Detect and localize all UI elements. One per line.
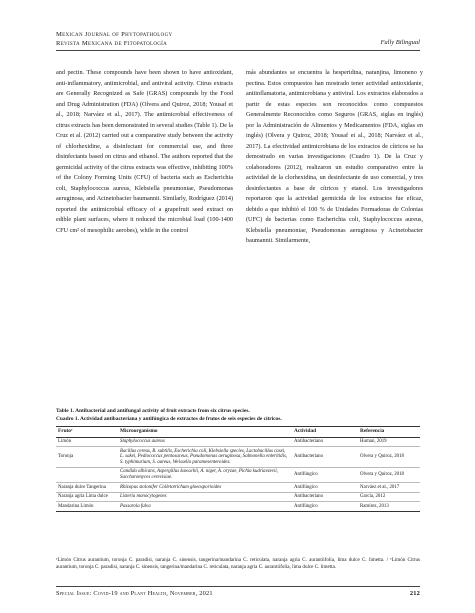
body-paragraph-english: and pectin. These compounds have been shown to have antioxidant, anti-inflammatory, antimicrobial, and antiviral activity. Citrus extracts are Generally Recognized as Safe (GRAS) compounds by the Food and Drug Administration (FDA) (Olvera and Quiroz, 2018; Yousaf et al., 2018; Narváez et al., 2017). The antimicrobial effectiveness of citrus extracts has been demonstrated in several studies (Table 1). De la Cruz et al. (2012) carried out a comparative study between the activity of chlorhexidine, a disinfectant for commercial use, and three disinfectants based on citrus and ethanol. The authors reported that the germicidal activity of the citrus extracts was effective, inhibiting 100% of the Colony Forming Units (CFU) of bacteria such as Escherichia coli, Staphylococcus aureus, Klebsiella pneumoniae, Pseudomonas aeruginosa, and Acinetobacter baumannii. Similarly, Rodríguez (2014) reported the antimicrobial efficacy of a grapefruit seed extract on edible plant surfaces, where it reduced the microbial load (100-1400 CFU cm² of mesophilic aerobes), while in the control — [56, 69, 233, 234]
body-column-spanish — [246, 68, 423, 247]
journal-name-en: Mexican Journal of Phytopathology — [56, 31, 173, 38]
body-column-english — [56, 68, 233, 236]
cell-microorganism: Staphylococcus aureus — [118, 437, 292, 447]
issue-label: Special Issue: Covid-19 and Plant Health, November, 2021 — [56, 590, 213, 597]
header-microorganism: Microorganismo — [118, 427, 292, 438]
table-caption — [56, 408, 420, 423]
cell-reference: Ramírez, 2013 — [358, 502, 420, 512]
table-row — [56, 483, 420, 493]
table-caption-english: Table 1. Antibacterial and antifungal activity of fruit extracts from six citrus species. — [56, 408, 250, 414]
cell-activity: Antifúngico — [292, 483, 358, 493]
footer-divider — [56, 586, 420, 587]
cell-fruit: Toronja — [56, 447, 118, 468]
table-header-row — [56, 427, 420, 438]
journal-name-es: Revista Mexicana de Fitopatología — [56, 40, 168, 47]
cell-fruit: Naranja agria Lima dulce — [56, 492, 118, 502]
cell-fruit: Mandarina Limón — [56, 502, 118, 512]
page-number: 212 — [409, 590, 420, 597]
cell-fruit: Naranja dulce Tangerina — [56, 483, 118, 493]
cell-microorganism: Bacillus cereus, B. subtilis, Escherichia coli, Klebsiella species, Lactobacillus casei, L. sakei, Pediococcus pentosaceus, Pseudomonas aeruginosa, Salmonella enteritidis, S. typhimurium, S. aureus, Weissella paramesenteroides. — [118, 447, 292, 468]
table-row — [56, 492, 420, 502]
header-authors: Fully Bilingual — [380, 39, 420, 46]
header-reference: Referencia — [358, 427, 420, 438]
cell-reference: Human, 2019 — [358, 437, 420, 447]
cell-reference: Olvera y Quiroz, 2018 — [358, 447, 420, 468]
table-footnote: ʸLimón Citrus aurantium, toronja C. paradisi, naranja C. sinensis, tangerina/mandarina C. reticulata, naranja agria C. aurantiifolia, lima dulce C. limetta. / ʸLimón Citrus aurantium, toronja C. paradisi, naranja C. sinensis, tangerina/mandarina C. reticulata, naranja agria C. aurantiifolia, lima dulce C. limetta. — [56, 557, 420, 570]
header-divider — [56, 50, 420, 51]
table-row — [56, 437, 420, 447]
cell-activity: Antibacteriano — [292, 437, 358, 447]
page-footer — [56, 590, 420, 597]
table-row — [56, 502, 420, 512]
cell-reference: Narváez et al., 2017 — [358, 483, 420, 493]
running-header — [56, 30, 420, 48]
cell-activity: Antifúngico — [292, 502, 358, 512]
cell-microorganism: Candida albicans, Aspergillus kawachii, A. niger, A. oryzae, Pichia kudriavzevii, Saccharomyces cerevisiae. — [118, 467, 292, 482]
cell-activity: Antibacteriano — [292, 447, 358, 468]
body-paragraph-spanish: más abundantes se encuentra la hesperidina, naranjina, limoneno y pectina. Estos compuestos han mostrado tener actividad antioxidante, antiinflamatoria, antimicrobiana y antiviral. Los extractos elaborados a partir de estas especies son reconocidos como compuestos Generalmente Reconocidos como Seguros (GRAS, siglas en inglés) por la Administración de Alimentos y Medicamentos (FDA, siglas en inglés) (Olvera y Quiroz, 2018; Yousaf et al., 2018; Narváez et al., 2017). La efectividad antimicrobiana de los extractos de cítricos se ha demostrado en varias investigaciones (Cuadro 1). De la Cruz y colaboradores (2012), realizaron un estudio comparativo entre la actividad de la clorhexidina, un desinfectante de uso comercial, y tres desinfectantes a base de cítricos y etanol. Los investigadores reportaron que la actividad germicida de los extractos fue eficaz, debido a que inhibió el 100 % de Unidades Formadoras de Colonias (UFC) de bacterias como Escherichia coli, Staphylococcus aureus, Klebsiella pneumoniae, Pseudomonas aeruginosa y Acinetobacter baumannii. Similarmente, — [246, 69, 423, 244]
table-caption-spanish: Cuadro 1. Actividad antibacteriana y antifúngica de extractos de frutos de seis especies de cítricos. — [56, 415, 282, 422]
cell-activity: Antifúngico — [292, 467, 358, 482]
header-fruit: Frutoʸ — [56, 427, 118, 438]
cell-reference: García, 2012 — [358, 492, 420, 502]
cell-microorganism: Passarola fulva — [118, 502, 292, 512]
cell-reference: Olvera y Quiroz, 2018 — [358, 467, 420, 482]
header-activity: Actividad — [292, 427, 358, 438]
table-row — [56, 447, 420, 468]
citrus-activity-table — [56, 426, 420, 512]
cell-fruit — [56, 467, 118, 482]
table-row — [56, 467, 420, 482]
cell-fruit: Limón — [56, 437, 118, 447]
cell-microorganism: Listeria monocytogenes — [118, 492, 292, 502]
cell-activity: Antibacteriano — [292, 492, 358, 502]
cell-microorganism: Rhizopus stolonifer Colletotrichum gloeosporioides — [118, 483, 292, 493]
